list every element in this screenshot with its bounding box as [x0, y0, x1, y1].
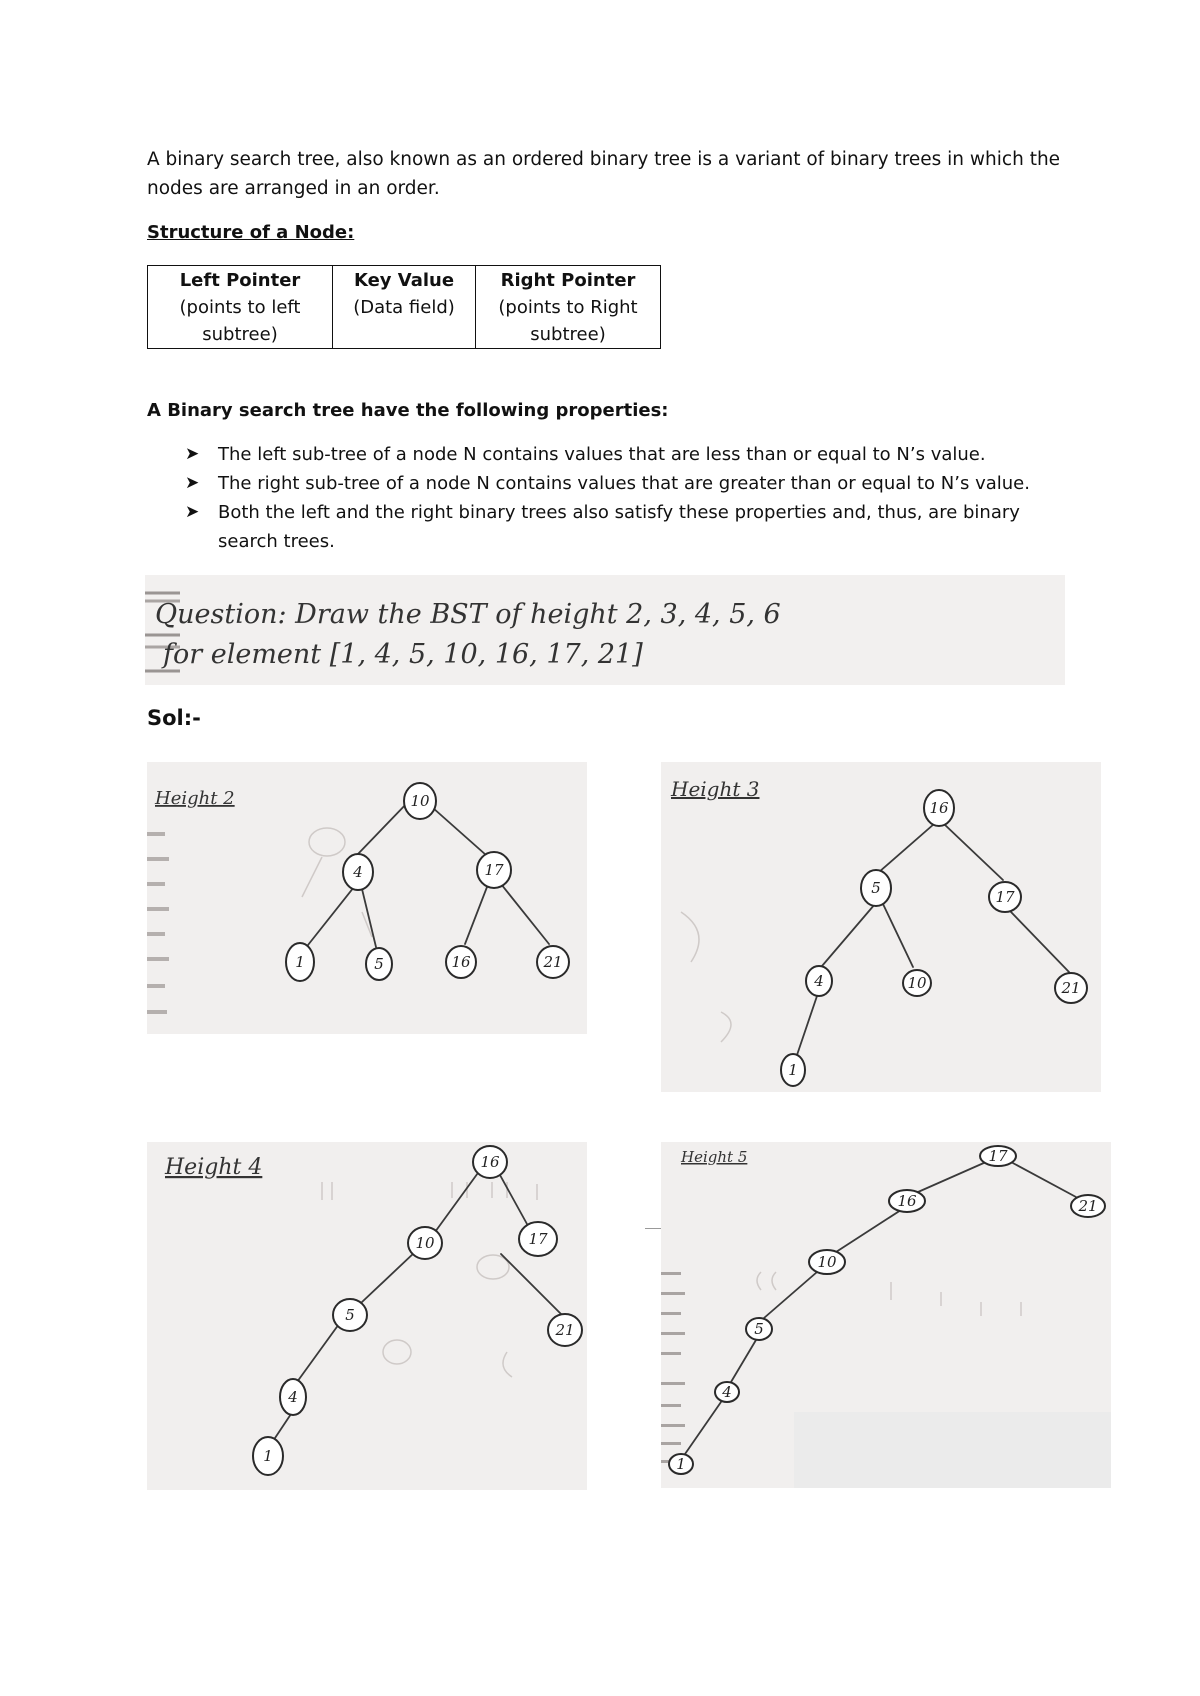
tree-edges: [797, 824, 1069, 1055]
left-pointer-cell: [148, 266, 333, 349]
tree-node: [669, 1454, 693, 1474]
tree-node: [473, 1146, 507, 1178]
tree-label: Height 2: [155, 788, 235, 809]
property-text: The left sub-tree of a node N contains values that are less than or equal to N’s value.: [218, 444, 986, 465]
tree-node: [548, 1314, 582, 1346]
cell-text: subtree): [530, 324, 606, 345]
tree-node: [889, 1190, 925, 1212]
node-label: 1: [295, 953, 305, 971]
tree-node: [861, 870, 891, 906]
tree-diagram: [147, 1142, 587, 1490]
tree-node: [715, 1382, 739, 1402]
tree-edges: [275, 1166, 561, 1438]
list-item: [147, 440, 1067, 469]
tree-node: [989, 882, 1021, 912]
node-label: 1: [676, 1455, 686, 1473]
tree-node: [537, 946, 569, 978]
structure-heading: Structure of a Node:: [147, 222, 355, 243]
properties-list: [147, 440, 1067, 556]
node-label: 5: [754, 1320, 764, 1338]
right-pointer-cell: [476, 266, 661, 349]
tree-node: [477, 852, 511, 888]
node-label: 16: [897, 1192, 917, 1210]
node-label: 1: [788, 1061, 798, 1079]
tree-node: [408, 1227, 442, 1259]
cell-title: Left Pointer: [179, 270, 301, 291]
node-label: 21: [555, 1321, 575, 1339]
node-label: 21: [1061, 979, 1081, 997]
tree-node: [903, 970, 931, 996]
tree-node: [806, 966, 832, 996]
node-label: 4: [353, 863, 363, 881]
properties-heading: A Binary search tree have the following properties:: [147, 400, 669, 421]
arrow-bullet-icon: ➤: [185, 444, 200, 464]
cell-text: (points to Right: [498, 297, 638, 318]
node-label: 4: [814, 972, 824, 990]
tree-label: Height 4: [165, 1155, 263, 1180]
node-label: 10: [410, 792, 430, 810]
blank-patch: [794, 1412, 1111, 1488]
tree-diagram: [147, 762, 587, 1034]
arrow-bullet-icon: ➤: [185, 502, 200, 522]
node-label: 10: [907, 974, 927, 992]
node-label: 17: [484, 861, 504, 879]
tree-label: Height 5: [681, 1148, 748, 1166]
tree-panel-height-5: [661, 1142, 1111, 1488]
tree-node: [519, 1222, 557, 1256]
node-label: 17: [528, 1230, 548, 1248]
tree-node: [1055, 973, 1087, 1003]
tree-node: [809, 1250, 845, 1274]
tree-label: Height 3: [671, 777, 760, 801]
tree-node: [343, 854, 373, 890]
cell-title: Key Value: [353, 270, 455, 291]
cell-text: subtree): [202, 324, 278, 345]
tree-node: [446, 946, 476, 978]
question-line-1: Question: Draw the BST of height 2, 3, 4, 5, 6: [155, 599, 781, 630]
node-label: 4: [288, 1388, 298, 1406]
node-label: 16: [929, 799, 949, 817]
node-label: 21: [543, 953, 563, 971]
tree-node: [333, 1299, 367, 1331]
cell-text: (points to left: [179, 297, 301, 318]
node-label: 17: [995, 888, 1015, 906]
tree-node: [366, 948, 392, 980]
tree-edges: [685, 1162, 1076, 1454]
node-label: 21: [1078, 1197, 1098, 1215]
tree-panel-height-4: [147, 1142, 587, 1490]
node-label: 17: [988, 1147, 1008, 1165]
list-item: [147, 498, 1067, 556]
intro-paragraph: A binary search tree, also known as an ordered binary tree is a variant of binary trees in which the nodes are arranged in an order.: [147, 149, 1061, 199]
tree-node: [1071, 1195, 1105, 1217]
node-label: 5: [345, 1306, 355, 1324]
node-label: 10: [415, 1234, 435, 1252]
cell-title: Right Pointer: [500, 270, 636, 291]
property-text: Both the left and the right binary trees also satisfy these properties and, thus, are binary search trees.: [218, 502, 1020, 552]
tree-diagram: [661, 762, 1101, 1092]
tree-node: [924, 790, 954, 826]
tree-diagram: [661, 1142, 1111, 1488]
node-label: 16: [451, 953, 471, 971]
list-item: [147, 469, 1067, 498]
cell-text: (Data field): [353, 297, 455, 318]
node-label: 5: [871, 879, 881, 897]
tree-node: [781, 1054, 805, 1086]
tree-panel-height-2: [147, 762, 587, 1034]
tree-node: [253, 1437, 283, 1475]
tree-node: [746, 1318, 772, 1340]
panel-connector-line: [645, 1228, 661, 1229]
node-label: 10: [817, 1253, 837, 1271]
node-structure-table: [147, 265, 661, 349]
node-label: 16: [480, 1153, 500, 1171]
tree-node: [404, 783, 436, 819]
key-value-cell: [333, 266, 476, 349]
node-label: 4: [722, 1383, 732, 1401]
solution-label: Sol:-: [147, 706, 201, 730]
tree-node: [286, 943, 314, 981]
tree-panel-height-3: [661, 762, 1101, 1092]
property-text: The right sub-tree of a node N contains values that are greater than or equal to N’s value.: [218, 473, 1030, 494]
question-line-2: for element [1, 4, 5, 10, 16, 17, 21]: [163, 639, 643, 670]
tree-node: [980, 1146, 1016, 1166]
tree-node: [280, 1379, 306, 1415]
node-label: 5: [374, 955, 384, 973]
handwritten-question: [145, 575, 1065, 685]
arrow-bullet-icon: ➤: [185, 473, 200, 493]
node-label: 1: [263, 1447, 273, 1465]
